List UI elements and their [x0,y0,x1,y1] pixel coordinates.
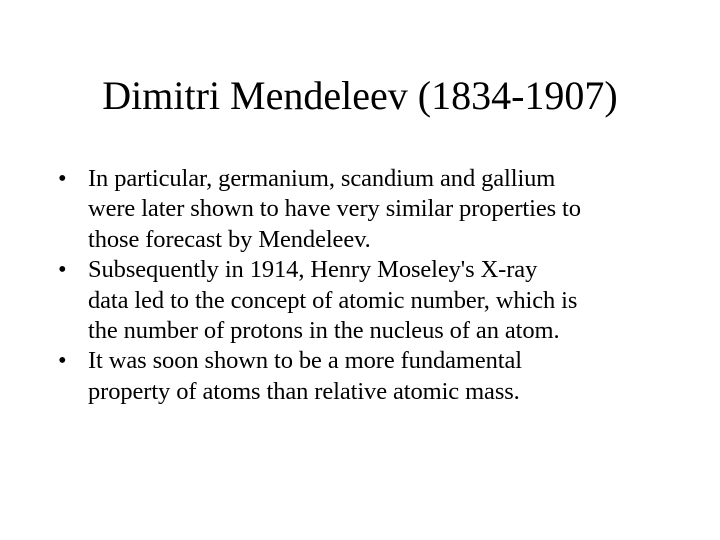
bullet-text-line: It was soon shown to be a more fundamental [88,347,522,375]
bullet-text-line: In particular, germanium, scandium and gallium [88,165,556,192]
slide-title: Dimitri Mendeleev (1834‑1907) [102,73,618,118]
bullet-text-line: were later shown to have very similar properties to [88,195,581,223]
bullet-text-line: Subsequently in 1914, Henry Moseley's X‑ray [88,256,538,284]
bullet-icon: • [58,165,67,192]
bullet-text-line: the number of protons in the nucleus of an atom. [88,317,560,345]
bullet-text-line: data led to the concept of atomic number, which is [88,286,578,314]
bullet-icon: • [58,256,67,284]
bullet-text-line: those forecast by Mendeleev. [88,225,371,253]
bullet-icon: • [58,347,67,375]
bullet-text-line: property of atoms than relative atomic mass. [88,377,520,405]
bullet-item [58,164,698,255]
bullet-list [58,164,698,407]
bullet-item [58,346,698,407]
bullet-item [58,255,698,346]
